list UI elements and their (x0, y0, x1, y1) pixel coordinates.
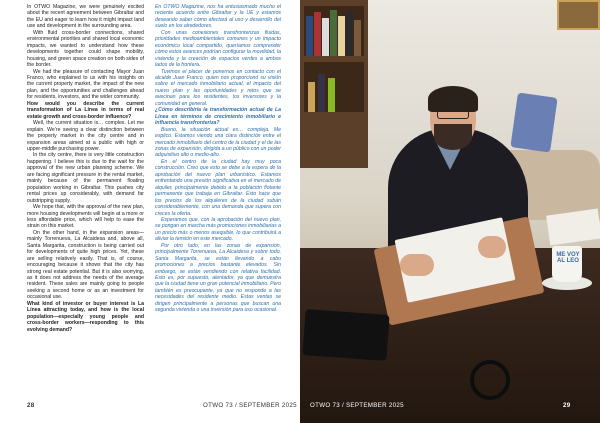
cup-print: ME VOY AL LEO (556, 252, 580, 264)
page-number-right: 29 (563, 402, 571, 409)
book (314, 12, 321, 56)
writing-hand (400, 254, 434, 276)
shelf-row (304, 62, 364, 112)
mayor-photo (300, 0, 600, 423)
glasses (437, 110, 469, 119)
issue-label-left: OTWO 73 / SEPTEMBER 2025 (203, 402, 297, 409)
book (308, 82, 315, 112)
sofa-cushion (510, 92, 557, 152)
papers (546, 209, 600, 246)
paragraph: Bueno, la situación actual es… compleja. Me explico. Estamos viendo una clara distinción entre el mercado inmobiliario del centro de la ciudad y el de las zonas de expansión, dirigida a un público con un poder adquisitivo alto o medio-alto. (155, 126, 281, 159)
book (346, 12, 353, 56)
paragraph: We hope that, with the approval of the new plan, more housing developments will begin at a more or less affordable price, which will help to ease the strain on this market. (27, 204, 144, 230)
paragraph: We had the pleasure of contacting Mayor Juan Franco, who explained to us with his insights on the current property market, the impact of the new plan, and the opportunities and challenges ahead for residents, investors, and the wider community. (27, 68, 144, 101)
interview-question: How would you describe the current transformation of La Línea in terms of real estate growth and cross-border influence? (27, 100, 144, 120)
shelf-row (304, 6, 364, 56)
book (354, 20, 361, 56)
interview-question: What kind of investor or buyer interest is La Línea attracting today, and how is the local population—especially young people and cross-border workers—responding to this evolving demand? (27, 300, 144, 333)
paragraph: Esperamos que, con la aprobación del nuevo plan, se pongan en marcha más promociones inmobiliarias a un precio más o menos asequible, lo que contribuirá a aliviar la tensión en este mercado. (155, 216, 281, 243)
phone-cable (470, 360, 510, 400)
paragraph: En OTWO Magazine, nos ha entusiasmado mucho el reciente acuerdo entre Gibraltar y la UE y estamos deseando saber cómo afectará al uso y desarrollo del suelo en los alrededores. (155, 4, 281, 30)
person-hair (428, 86, 478, 112)
book (318, 74, 325, 112)
paragraph: En el centro de la ciudad hay muy poca construcción. Creo que esto se debe a la espera de la aprobación del nuevo plan urbanístico. Estamos enfrentando una presión significativa en el mercado de alquiler, principalmente debido a la población flotante permanente que trabaja en Gibraltar. Esto hace que los precios de los alquileres de la ciudad suban considerablemente, con una demanda que supera con creces la oferta. (155, 158, 281, 217)
interview-question: ¿Cómo describiría la transformación actual de La Línea en términos de crecimiento inmobiliario e influencia transfronteriza? (155, 107, 281, 127)
wall-painting (557, 0, 600, 30)
book (328, 78, 335, 112)
book (322, 18, 329, 56)
resting-hand (478, 236, 506, 258)
paragraph: In the city centre, there is very little construction happening. I believe this is due to the wait for the approval of the new urban planning scheme. We are facing significant pressure in the rental market, mainly because of the permanent floating population working in Gibraltar. This pushes city rental prices up considerably, with demand far outstripping supply. (27, 152, 144, 204)
paragraph: On the other hand, in the expansion areas—mainly Torrenueva, La Alcaidesa and, above all, Santa Margarita, construction is being carried out for developments of quite high prices. Yet, these are selling relatively easily. That is, of course, encouraging because it shows that the city has strong real estate potential. But it is also worrying, as it does not address the needs of the average resident. These sales are mainly going to people seeking a second home or as an investment for occasional use. (27, 229, 144, 301)
page-number-left: 28 (27, 402, 35, 409)
article-column-spanish (155, 4, 281, 390)
bookshelf (300, 0, 368, 168)
paragraph: Well, the current situation is… complex. Let me explain. We’re seeing a clear distinction between the property market in the city centre and in expansion areas aimed at a public with high or upper-middle purchasing power. (27, 120, 144, 152)
paragraph: Tuvimos el placer de ponernos en contacto con el alcalde Juan Franco, quien nos proporcionó su visión sobre el mercado inmobiliario actual, el impacto del nuevo plan y las oportunidades y retos que se avecinan para los residentes, los inversores y la comunidad en general. (155, 68, 281, 107)
paragraph: Por otro lado, en las zonas de expansión, principalmente Torrenueva, La Alcaidesa y sobre todo, Santa Margarita, se están llevando a cabo promociones a precios bastante elevados. Sin embargo, se están vendiendo con relativa facilidad. Esto es, por supuesto, alentador, ya que demuestra que la ciudad tiene un gran potencial inmobiliario. Pero también es preocupante, ya que no responde a las necesidades del residente medio. Estas ventas se dirigen principalmente a personas que buscan una segunda vivienda o una inversión para uso ocasional. (155, 242, 281, 314)
article-column-english (27, 4, 144, 390)
paragraph: With fluid cross-border connections, shared environmental priorities and shared local economic impacts, we wanted to understand how these developments together could shape mobility, housing, and green space creation on both sides of the border. (27, 29, 144, 69)
person-beard (434, 124, 472, 150)
keyboard (302, 309, 389, 361)
book (338, 16, 345, 56)
book (330, 10, 337, 56)
paragraph: Con unas conexiones transfronterizas fluidas, prioridades medioambientales comunes y un impacto económico local compartido, queríamos comprender cómo estos avances podrían configurar la movilidad, la vivienda y la creación de espacios verdes a ambos lados de la frontera. (155, 29, 281, 69)
paragraph: In OTWO Magazine, we were genuinely excited about the recent agreement between Gibraltar and the EU and eager to learn how it might impact land use and development in the surrounding area. (27, 4, 144, 30)
right-page (300, 0, 600, 423)
book (306, 16, 313, 56)
issue-label-right: OTWO 73 / SEPTEMBER 2025 (310, 402, 404, 409)
